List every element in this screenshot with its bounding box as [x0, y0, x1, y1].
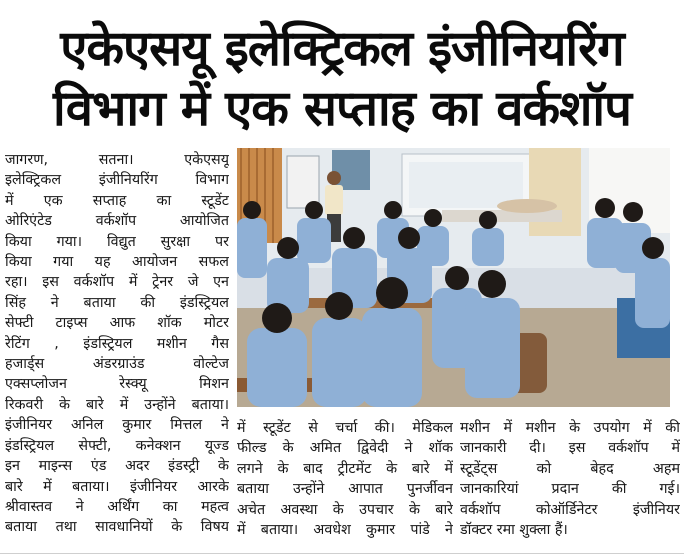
- text-line: इंडस्ट्रियल सेफ्टी, कनेक्शन यूज्ड: [5, 437, 229, 454]
- text-line: रेटिंग , इंडस्ट्रियल मशीन गैस: [5, 335, 229, 352]
- classroom-photo-illustration: [237, 148, 670, 407]
- text-line: ओरिएंटेड वर्कशॉप आयोजित: [5, 213, 229, 230]
- article-column-1: [5, 150, 229, 538]
- text-line: जागरण, सतना। एकेएसयू: [5, 152, 229, 168]
- text-line: रहा। इस वर्कशॉप में ट्रेनर जे एन: [5, 274, 229, 291]
- text-line: सिंह ने बताया की इंडस्ट्रियल: [5, 294, 229, 311]
- text-line: में बताया। अवधेश कुमार पांडे ने: [237, 522, 453, 539]
- divider: [0, 553, 684, 554]
- text-line: वर्कशॉप कोऑर्डिनेटर इंजीनियर: [460, 501, 680, 518]
- text-line: में स्टूडेंट से चर्चा की। मेडिकल: [237, 420, 453, 436]
- text-line: लगने के बाद ट्रीटमेंट के बारे में: [237, 460, 453, 477]
- text-line: मशीन में मशीन के उपयोग में की: [460, 420, 680, 436]
- text-line: किया गया। विद्युत सुरक्षा पर: [5, 233, 229, 250]
- text-line: सेफ्टी टाइप्स आफ शॉक मोटर: [5, 315, 229, 332]
- article-column-2: [237, 418, 453, 540]
- text-line: डॉक्टर रमा शुक्ला हैं।: [460, 522, 568, 539]
- text-line: में एक सप्ताह का स्टूडेंट: [5, 192, 229, 209]
- text-line: इन माइन्स एंड अदर इंडस्ट्री के: [5, 458, 229, 475]
- text-line: बताया उन्होंने आपात पुनर्जीवन: [237, 481, 453, 498]
- headline-line-2: विभाग में एक सप्ताह का वर्कशॉप: [53, 80, 631, 137]
- text-line: जानकारियां प्रदान की गई।: [460, 481, 680, 498]
- text-line: हजार्ड्स अंडरग्राउंड वोल्टेज: [5, 356, 229, 373]
- workshop-photo: [237, 148, 670, 407]
- headline-line-1: एकेएसयू इलेक्ट्रिकल इंजीनियरिंग: [60, 20, 624, 77]
- text-line: जानकारी दी। इस वर्कशॉप में: [460, 440, 680, 457]
- text-line: इलेक्ट्रिकल इंजीनियरिंग विभाग: [5, 172, 229, 189]
- text-line: स्टूडेंट्स को बेहद अहम: [460, 460, 680, 477]
- article-column-3: [460, 418, 680, 540]
- text-line: एक्सप्लोजन रेस्क्यू मिशन: [5, 376, 229, 393]
- text-line: किया गया यह आयोजन सफल: [5, 254, 229, 271]
- text-line: फील्ड के अमित द्विवेदी ने शॉक: [237, 440, 453, 457]
- text-line: बारे में बताया। इंजीनियर आरके: [5, 478, 229, 495]
- text-line: इंजीनियर अनिल कुमार मित्तल ने: [5, 417, 229, 434]
- text-line: श्रीवास्तव ने अर्थिंग का महत्व: [5, 498, 229, 515]
- text-line: अचेत अवस्था के उपचार के बारे: [237, 501, 453, 518]
- text-line: रिकवरी के बारे में उन्होंने बताया।: [5, 396, 229, 413]
- text-line: बताया तथा सावधानियों के विषय: [5, 519, 229, 536]
